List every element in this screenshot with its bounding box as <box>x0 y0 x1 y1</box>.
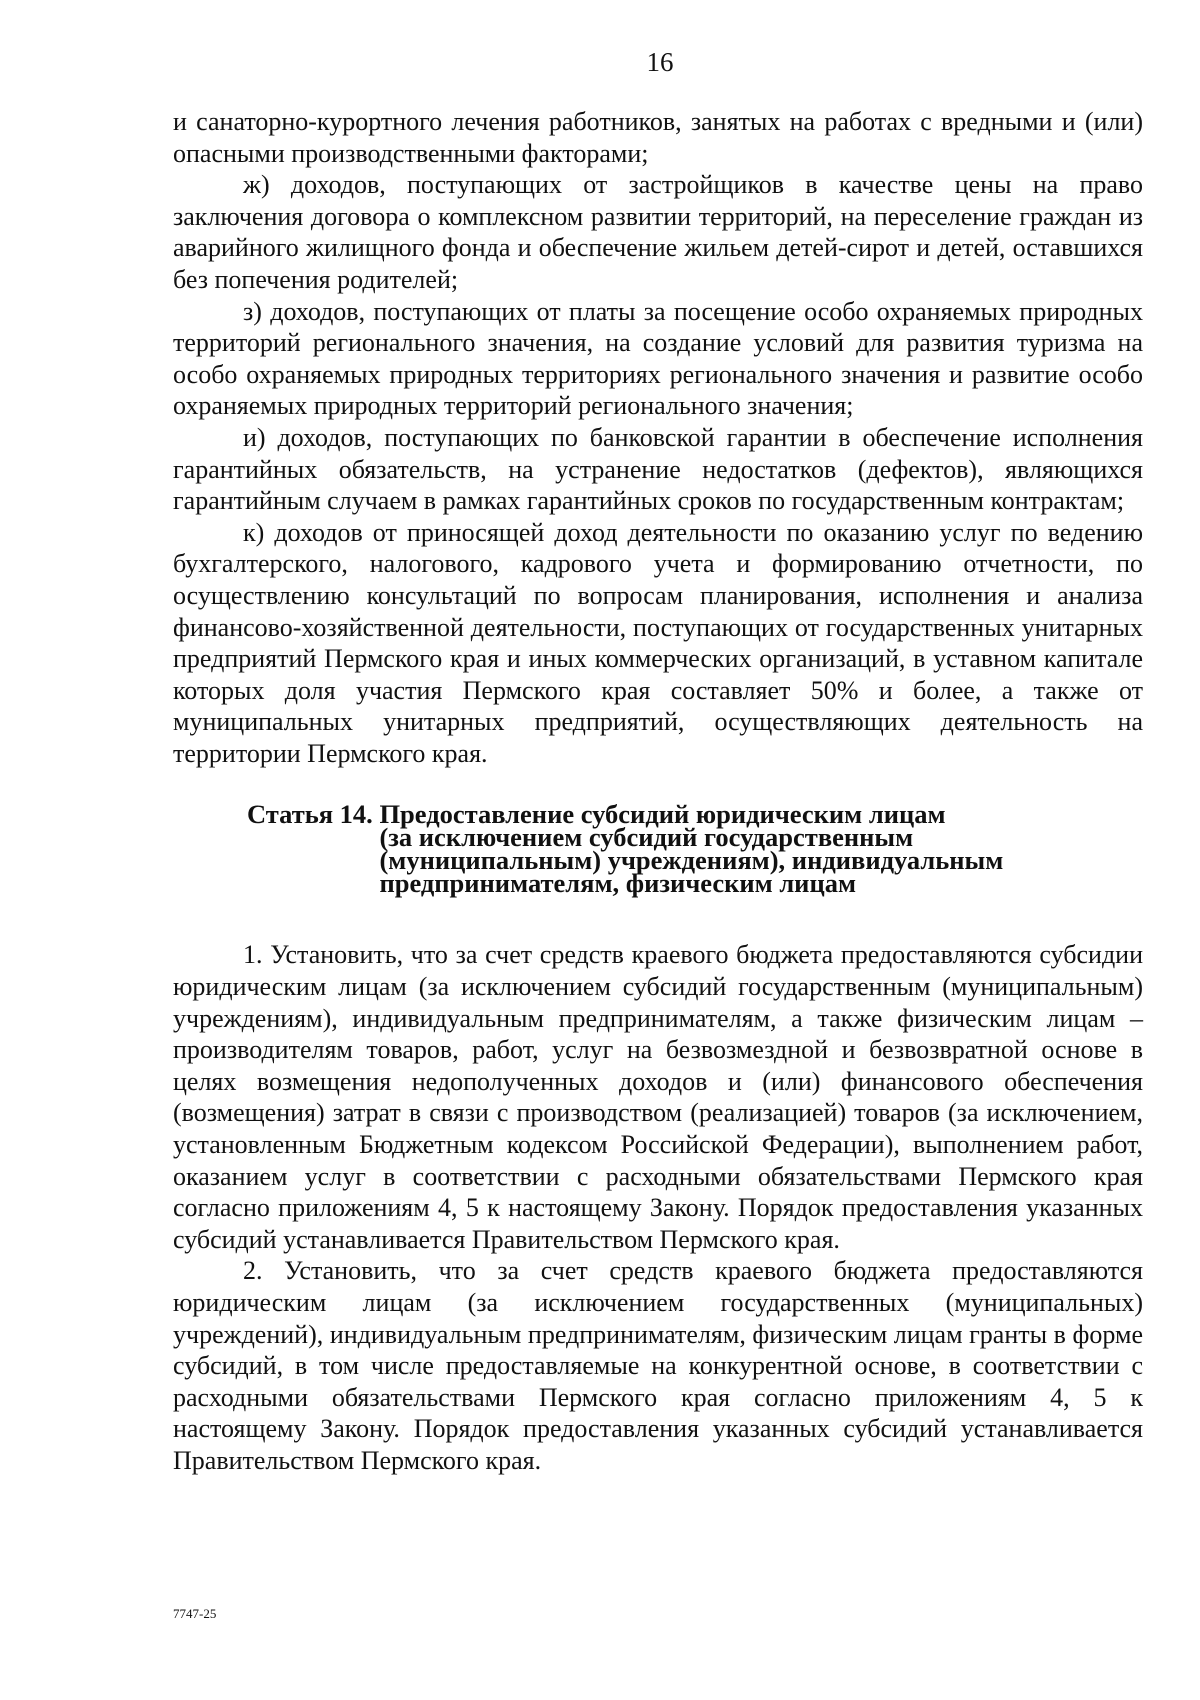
paragraph-clause-2: 2. Установить, что за счет средств краевого бюджета предоставляются юридическим лицам (за исключением государственных (муниципальных) учреждений), индивидуальным предпринимателям, физическим лицам гранты в форме субсидий, в том числе предоставляемые на конкурентной основе, в соответствии с расходными обязательствами Пермского края согласно приложениям 4, 5 к настоящему Закону. Порядок предоставления указанных субсидий устанавливается Правительством Пермского края. <box>173 1256 1143 1475</box>
paragraph-item-k: к) доходов от приносящей доход деятельности по оказанию услуг по ведению бухгалтерского, налогового, кадрового учета и формированию отчетности, по осуществлению консультаций по вопросам планирования, исполнения и анализа финансово-хозяйственной деятельности, поступающих от государственных унитарных предприятий Пермского края и иных коммерческих организаций, в уставном капитале которых доля участия Пермского края составляет 50% и более, а также от муниципальных унитарных предприятий, осуществляющих деятельность на территории Пермского края. <box>173 517 1143 768</box>
article-title-line: предпринимателям, физическим лицам <box>379 868 857 899</box>
document-code: 7747-25 <box>173 1606 217 1621</box>
article-title-line: (муниципальным) учреждениям), индивидуальным <box>379 845 1004 876</box>
paragraph-continuation: и санаторно-курортного лечения работников, занятых на работах с вредными и (или) опасными производственными факторами; <box>173 107 1143 168</box>
article-label: Статья 14. <box>247 799 380 830</box>
article-heading <box>173 799 1143 899</box>
paragraph-clause-1: 1. Установить, что за счет средств краевого бюджета предоставляются субсидии юридическим лицам (за исключением субсидий государственным (муниципальным) учреждениям), индивидуальным предпринимателям, а также физическим лицам – производителям товаров, работ, услуг на безвозмездной и безвозвратной основе в целях возмещения недополученных доходов и (или) финансового обеспечения (возмещения) затрат в связи с производством (реализацией) товаров (за исключением, установленным Бюджетным кодексом Российской Федерации), выполнением работ, оказанием услуг в соответствии с расходными обязательствами Пермского края согласно приложениям 4, 5 к настоящему Закону. Порядок предоставления указанных субсидий устанавливается Правительством Пермского края. <box>173 940 1143 1254</box>
paragraph-item-z: з) доходов, поступающих от платы за посещение особо охраняемых природных территорий регионального значения, на создание условий для развития туризма на особо охраняемых природных территориях регионального значения и развитие особо охраняемых природных территорий регионального значения; <box>173 296 1143 421</box>
article-title-line: (за исключением субсидий государственным <box>379 822 914 853</box>
page-number: 16 <box>646 47 674 77</box>
paragraph-item-i: и) доходов, поступающих по банковской гарантии в обеспечение исполнения гарантийных обязательств, на устранение недостатков (дефектов), являющихся гарантийным случаем в рамках гарантийных сроков по государственным контрактам; <box>173 422 1143 516</box>
article-title <box>379 799 1004 899</box>
paragraph-item-zh: ж) доходов, поступающих от застройщиков в качестве цены на право заключения договора о комплексном развитии территорий, на переселение граждан из аварийного жилищного фонда и обеспечение жильем детей-сирот и детей, оставшихся без попечения родителей; <box>173 170 1143 294</box>
article-title-line: Предоставление субсидий юридическим лицам <box>379 799 946 830</box>
document-body <box>173 106 1143 1477</box>
